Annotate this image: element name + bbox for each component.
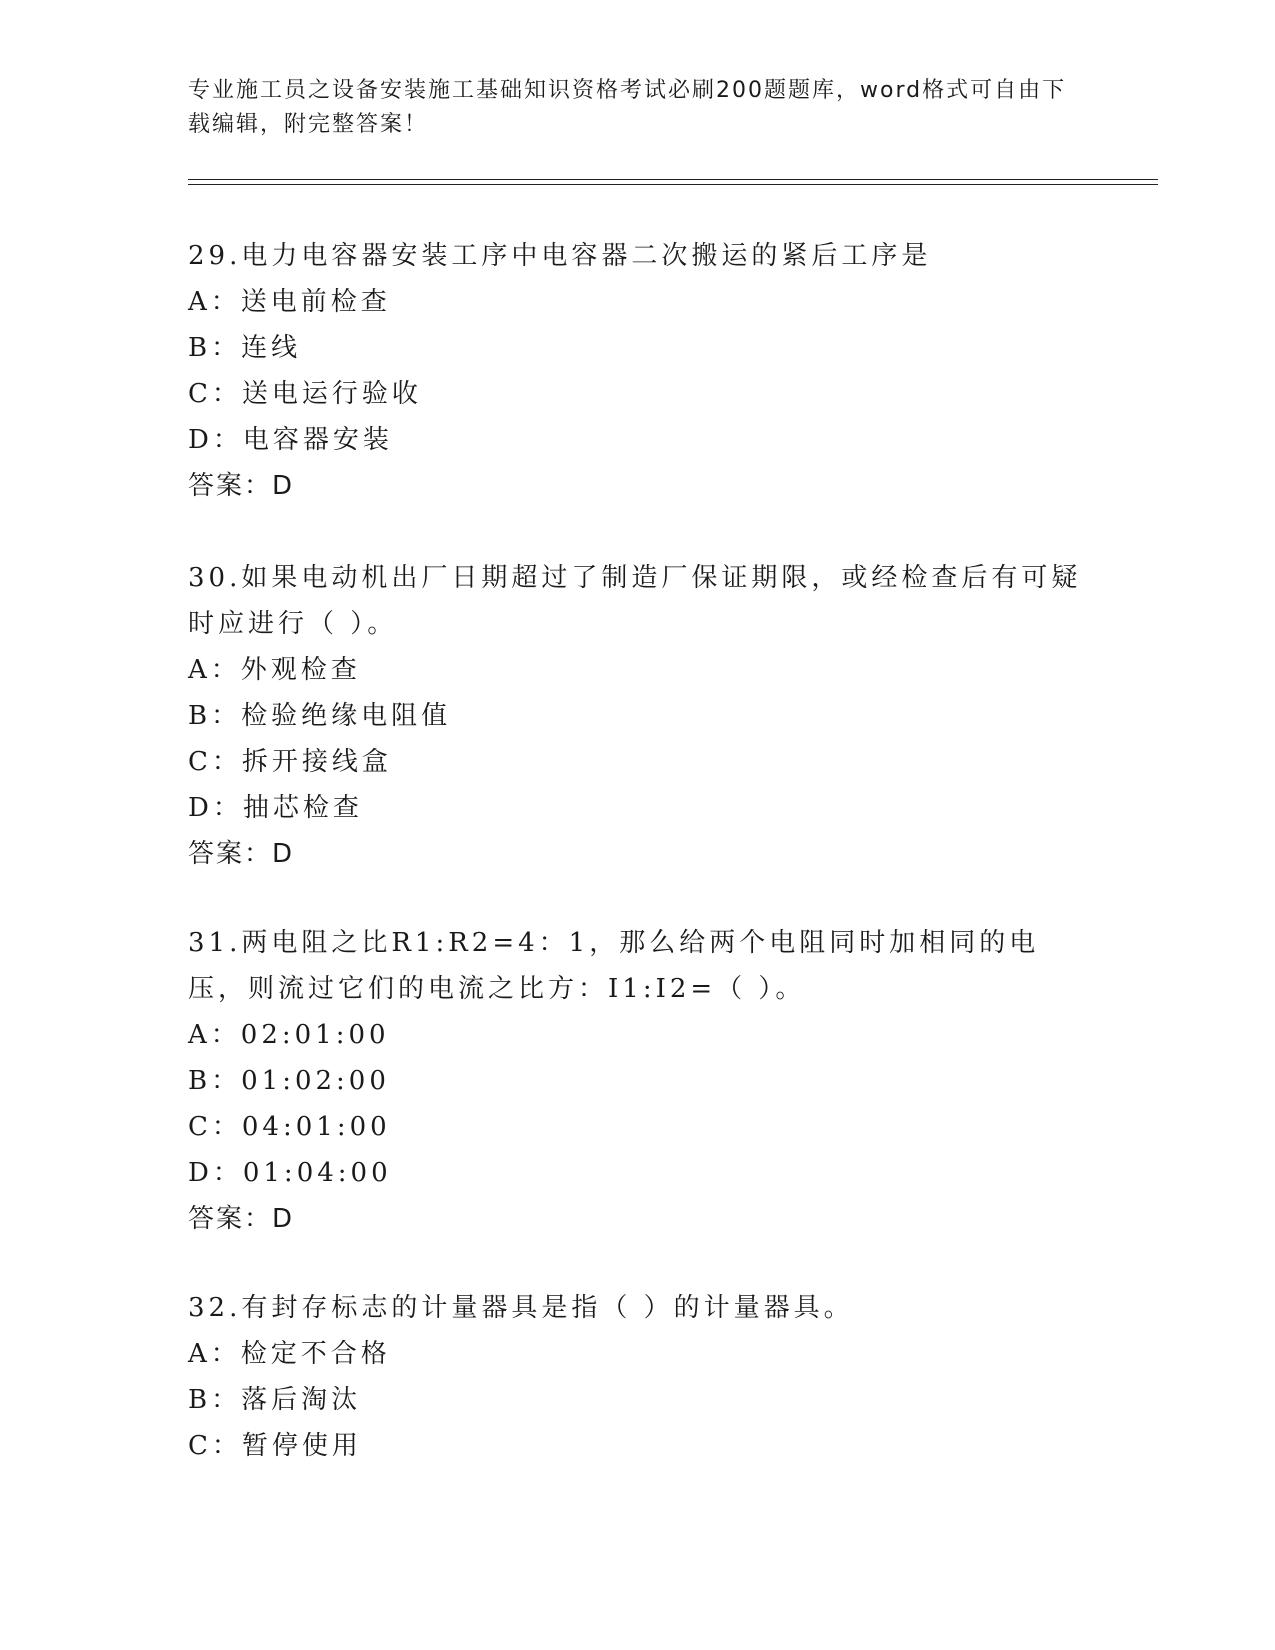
question-29 (188, 233, 1088, 509)
option-a: A：送电前检查 (188, 287, 391, 317)
question-30 (188, 555, 1088, 877)
answer-text: 答案：D (188, 471, 295, 501)
question-32 (188, 1285, 1088, 1469)
option-b: B：01:02:00 (188, 1066, 390, 1096)
option-a: A：检定不合格 (188, 1339, 391, 1369)
question-31 (188, 920, 1088, 1242)
option-a: A：外观检查 (188, 655, 361, 685)
option-d: D：电容器安装 (188, 425, 393, 455)
answer-text: 答案：D (188, 839, 295, 869)
option-b: B：连线 (188, 333, 302, 363)
option-b: B：落后淘汰 (188, 1385, 362, 1415)
option-c: C：04:01:00 (188, 1112, 391, 1142)
option-c: C：拆开接线盒 (188, 747, 392, 777)
option-d: D：抽芯检查 (188, 793, 363, 823)
document-header: 专业施工员之设备安装施工基础知识资格考试必刷200题题库，word格式可自由下载编辑，附完整答案！ (188, 78, 1067, 137)
option-b: B：检验绝缘电阻值 (188, 701, 452, 731)
option-d: D：01:04:00 (188, 1158, 392, 1188)
header-divider-bottom (188, 184, 1158, 185)
header-divider-top (188, 179, 1158, 180)
question-text: 32.有封存标志的计量器具是指（ ）的计量器具。 (188, 1293, 854, 1323)
answer-text: 答案：D (188, 1204, 295, 1234)
option-a: A：02:01:00 (188, 1020, 390, 1050)
question-text: 31.两电阻之比R1:R2=4：1，那么给两个电阻同时加相同的电压，则流过它们的电流之比方：I1:I2=（ ）。 (188, 928, 1040, 1004)
option-c: C：送电运行验收 (188, 379, 422, 409)
option-c: C：暂停使用 (188, 1431, 362, 1461)
question-text: 30.如果电动机出厂日期超过了制造厂保证期限，或经检查后有可疑时应进行（ ）。 (188, 563, 1082, 639)
question-text: 29.电力电容器安装工序中电容器二次搬运的紧后工序是 (188, 241, 932, 271)
